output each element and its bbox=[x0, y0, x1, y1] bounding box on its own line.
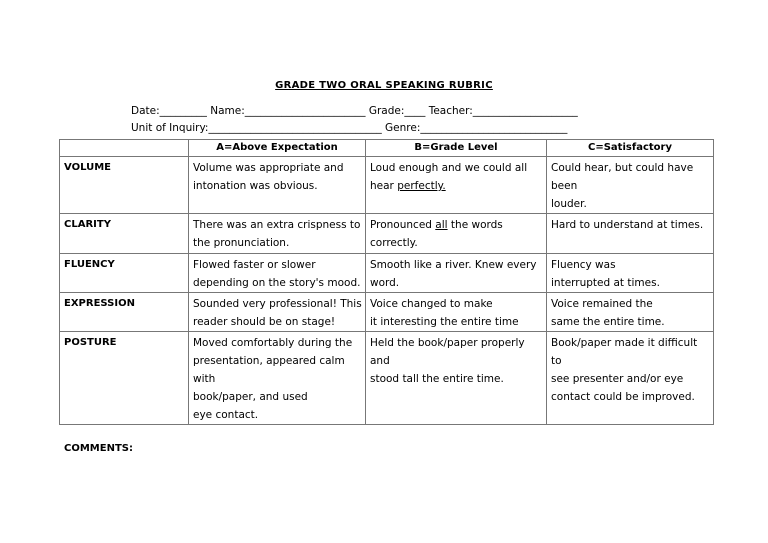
cell-line: Flowed faster or slower bbox=[193, 259, 316, 271]
category-fluency: FLUENCY bbox=[60, 254, 189, 293]
cell-line: There was an extra crispness to bbox=[193, 219, 361, 231]
table-row-fluency bbox=[60, 254, 714, 293]
cell-expression-a bbox=[189, 293, 366, 332]
cell-line: Volume was appropriate and bbox=[193, 162, 344, 174]
category-clarity: CLARITY bbox=[60, 214, 189, 254]
cell-line: Voice remained the bbox=[551, 298, 653, 310]
underlined-word: perfectly. bbox=[397, 180, 446, 192]
cell-volume-b bbox=[366, 157, 547, 214]
cell-text: the words bbox=[447, 219, 503, 231]
table-row-expression bbox=[60, 293, 714, 332]
cell-line: louder. bbox=[551, 198, 587, 210]
info-line-date-name-grade-teacher: Date:_________ Name:_______________________ Grade:____ Teacher:____________________ bbox=[131, 105, 578, 117]
header-row bbox=[60, 140, 714, 157]
cell-line: correctly. bbox=[370, 237, 418, 249]
info-line-unit-genre: Unit of Inquiry:_________________________________ Genre:____________________________ bbox=[131, 122, 568, 134]
cell-clarity-a bbox=[189, 214, 366, 254]
cell-fluency-c bbox=[547, 254, 714, 293]
cell-line: Smooth like a river. Knew every bbox=[370, 259, 537, 271]
cell-line: Hard to understand at times. bbox=[551, 219, 704, 231]
cell-line: contact could be improved. bbox=[551, 391, 695, 403]
rubric-table bbox=[59, 139, 714, 425]
cell-text: Pronounced bbox=[370, 219, 436, 231]
cell-line bbox=[370, 177, 543, 195]
cell-line: eye contact. bbox=[193, 409, 259, 421]
cell-line: Fluency was bbox=[551, 259, 616, 271]
cell-expression-b bbox=[366, 293, 547, 332]
comments-label: COMMENTS: bbox=[64, 443, 133, 454]
table-row-posture bbox=[60, 332, 714, 425]
cell-line: Sounded very professional! This bbox=[193, 298, 362, 310]
cell-fluency-b bbox=[366, 254, 547, 293]
category-posture: POSTURE bbox=[60, 332, 189, 425]
cell-line: Held the book/paper properly and bbox=[370, 337, 525, 367]
cell-posture-b bbox=[366, 332, 547, 425]
table-row-clarity bbox=[60, 214, 714, 254]
header-blank bbox=[60, 140, 189, 157]
cell-volume-c bbox=[547, 157, 714, 214]
cell-line bbox=[370, 216, 543, 234]
header-above-expectation: A=Above Expectation bbox=[189, 140, 366, 157]
cell-line: the pronunciation. bbox=[193, 237, 290, 249]
cell-line: interrupted at times. bbox=[551, 277, 660, 289]
cell-posture-c bbox=[547, 332, 714, 425]
cell-line: presentation, appeared calm with bbox=[193, 355, 345, 385]
category-volume: VOLUME bbox=[60, 157, 189, 214]
cell-line: Moved comfortably during the bbox=[193, 337, 353, 349]
header-grade-level: B=Grade Level bbox=[366, 140, 547, 157]
cell-line: book/paper, and used bbox=[193, 391, 308, 403]
cell-line: Loud enough and we could all bbox=[370, 162, 528, 174]
cell-posture-a bbox=[189, 332, 366, 425]
cell-line: see presenter and/or eye bbox=[551, 373, 684, 385]
cell-line: it interesting the entire time bbox=[370, 316, 519, 328]
cell-clarity-c bbox=[547, 214, 714, 254]
cell-expression-c bbox=[547, 293, 714, 332]
cell-line: Could hear, but could have been bbox=[551, 162, 694, 192]
cell-line: intonation was obvious. bbox=[193, 180, 318, 192]
cell-line: Book/paper made it difficult to bbox=[551, 337, 698, 367]
cell-volume-a bbox=[189, 157, 366, 214]
cell-line: depending on the story's mood. bbox=[193, 277, 361, 289]
cell-line: Voice changed to make bbox=[370, 298, 493, 310]
cell-line: stood tall the entire time. bbox=[370, 373, 504, 385]
cell-line: same the entire time. bbox=[551, 316, 665, 328]
cell-line: word. bbox=[370, 277, 400, 289]
cell-text: hear bbox=[370, 180, 398, 192]
cell-fluency-a bbox=[189, 254, 366, 293]
table-row-volume bbox=[60, 157, 714, 214]
cell-clarity-b bbox=[366, 214, 547, 254]
category-expression: EXPRESSION bbox=[60, 293, 189, 332]
cell-line: reader should be on stage! bbox=[193, 316, 336, 328]
header-satisfactory: C=Satisfactory bbox=[547, 140, 714, 157]
rubric-title-text: GRADE TWO ORAL SPEAKING RUBRIC bbox=[275, 80, 493, 91]
rubric-title bbox=[0, 80, 768, 91]
underlined-word: all bbox=[435, 219, 448, 231]
